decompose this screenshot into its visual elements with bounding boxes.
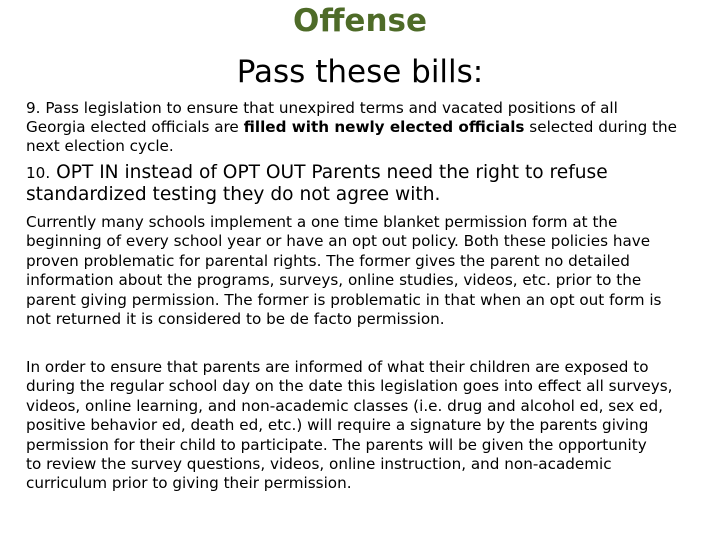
item-9-emphasis: filled with newly elected officials <box>243 117 525 136</box>
item-9-number: 9. <box>26 99 41 117</box>
paragraph-2-line: In order to ensure that parents are informed of what their children are exposed to <box>26 358 649 376</box>
paragraph-2-line: to review the survey questions, videos, online instruction, and non-academic <box>26 455 612 474</box>
paragraph-1-line: beginning of every school year or have an opt out policy. Both these policies have <box>26 232 651 251</box>
paragraph-1 <box>26 213 661 329</box>
item-9 <box>26 99 677 155</box>
paragraph-1-line: not returned it is considered to be de facto permission. <box>26 310 445 329</box>
paragraph-2-line: positive behavior ed, death ed, etc.) will require a signature by the parents giving <box>26 416 649 435</box>
paragraph-1-line: proven problematic for parental rights. The former gives the parent no detailed <box>26 251 630 270</box>
paragraph-1-line: information about the programs, surveys, online studies, videos, etc. prior to the <box>26 271 642 290</box>
item-10-line-2: standardized testing they do not agree with. <box>26 184 441 205</box>
paragraph-2 <box>26 358 673 494</box>
item-9-line-2-before: Georgia elected officials are <box>26 117 244 136</box>
item-10-line-1-text: OPT IN instead of OPT OUT Parents need the right to refuse <box>56 162 608 183</box>
paragraph-2-line: curriculum prior to giving their permission. <box>26 474 352 493</box>
paragraph-1-line: parent giving permission. The former is problematic in that when an opt out form is <box>26 290 662 309</box>
slide-title: Offense <box>292 3 428 39</box>
item-9-line-1-text: Pass legislation to ensure that unexpired terms and vacated positions of all <box>45 99 618 117</box>
paragraph-2-line: permission for their child to participate. The parents will be given the opportunity <box>26 435 647 454</box>
paragraph-2-line: during the regular school day on the date this legislation goes into effect all surveys, <box>26 377 673 396</box>
slide-subtitle: Pass these bills: <box>236 54 484 90</box>
paragraph-2-line: videos, online learning, and non-academic classes (i.e. drug and alcohol ed, sex ed, <box>26 396 663 415</box>
item-10-line-1 <box>26 162 608 184</box>
item-9-line-2 <box>26 118 677 137</box>
item-10 <box>26 162 608 206</box>
paragraph-1-line: Currently many schools implement a one time blanket permission form at the <box>26 213 618 231</box>
item-10-number: 10. <box>26 164 51 182</box>
item-9-line-2-after: selected during the <box>524 117 677 136</box>
item-9-line-1 <box>26 99 677 118</box>
item-9-line-3: next election cycle. <box>26 136 174 155</box>
